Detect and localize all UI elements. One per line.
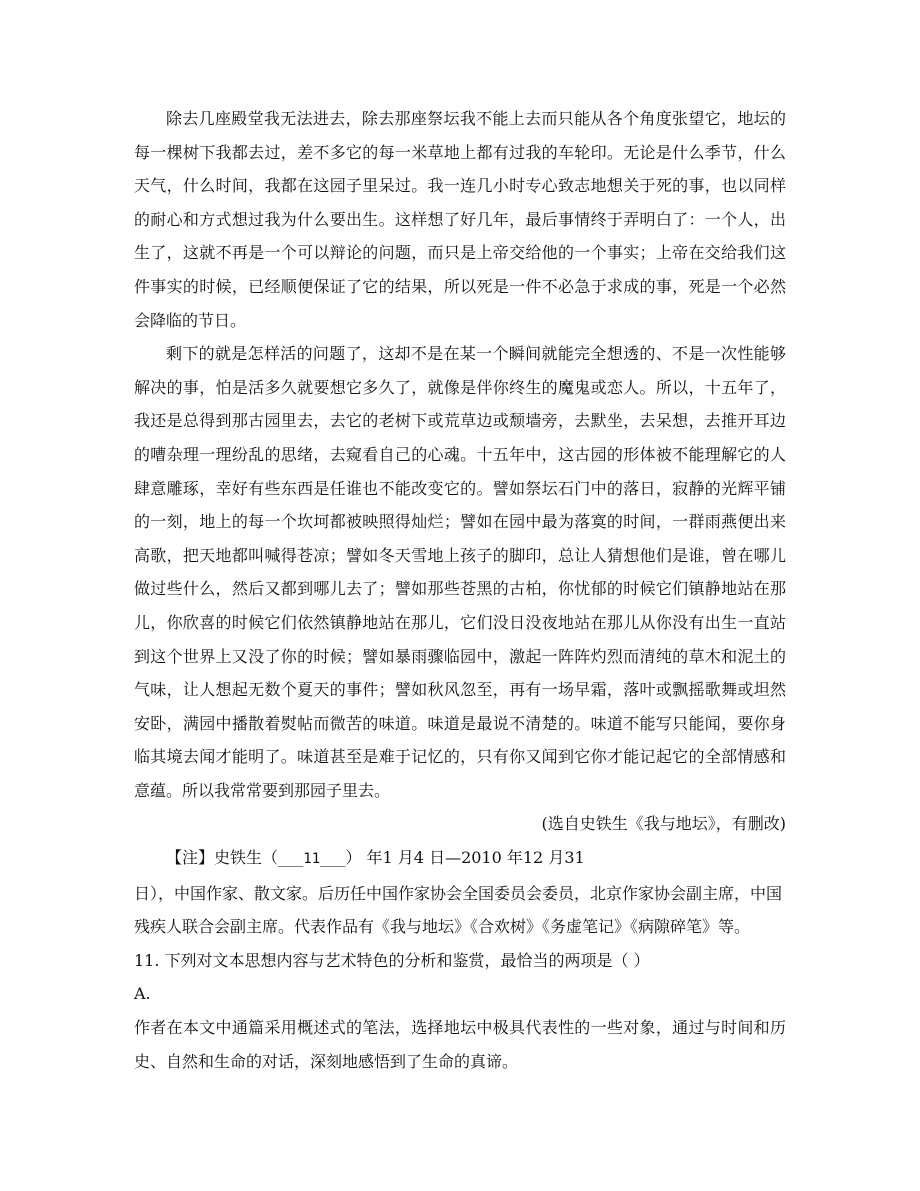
article-paragraph-1: 除去几座殿堂我无法进去，除去那座祭坛我不能上去而只能从各个角度张望它，地坛的每一棵树下我都去过，差不多它的每一米草地上都有过我的车轮印。无论是什么季节，什么天气，什么时间，我都在这园子里呆过。我一连几小时专心致志地想关于死的事，也以同样的耐心和方式想过我为什么要出生。这样想了好几年，最后事情终于弄明白了：一个人，出生了，这就不再是一个可以辩论的问题，而只是上帝交给他的一个事实；上帝在交给我们这件事实的时候，已经顺便保证了它的结果，所以死是一件不必急于求成的事，死是一个必然会降临的节日。 (134, 109, 786, 330)
author-note (134, 841, 786, 944)
note-dates: ） 年1 月4 日—2010 年12 月31 (345, 848, 585, 868)
option-a-text: 作者在本文中通篇采用概述式的笔法，选择地坛中极具代表性的一些对象，通过与时间和历史、自然和生命的对话，深刻地感悟到了生命的真谛。 (134, 1018, 786, 1071)
article-paragraph-2: 剩下的就是怎样活的问题了，这却不是在某一个瞬间就能完全想透的、不是一次性能够解决的事，怕是活多久就要想它多久了，就像是伴你终生的魔鬼或恋人。所以，十五年了，我还是总得到那古园里去，去它的老树下或荒草边或颓墙旁，去默坐，去呆想，去推开耳边的嘈杂理一理纷乱的思绪，去窥看自己的心魂。十五年中，这古园的形体被不能理解它的人肆意雕琢，幸好有些东西是任谁也不能改变它的。譬如祭坛石门中的落日，寂静的光辉平铺的一刻，地上的每一个坎坷都被映照得灿烂；譬如在园中最为落寞的时间，一群雨燕便出来高歌，把天地都叫喊得苍凉；譬如冬天雪地上孩子的脚印，总让人猜想他们是谁，曾在哪儿做过些什么，然后又都到哪儿去了；譬如那些苍黑的古柏，你忧郁的时候它们镇静地站在那儿，你欣喜的时候它们依然镇静地站在那儿，它们没日没夜地站在那儿从你没有出生一直站到这个世界上又没了你的时候；譬如暴雨骤临园中，激起一阵阵灼烈而清纯的草木和泥土的气味，让人想起无数个夏天的事件；譬如秋风忽至，再有一场早霜，落叶或飘摇歌舞或坦然安卧，满园中播散着熨帖而微苦的味道。味道是最说不清楚的。味道不能写只能闻，要你身临其境去闻才能明了。味道甚至是难于记忆的，只有你又闻到它你才能记起它的全部情感和意蕴。所以我常常要到那园子里去。 (134, 344, 786, 800)
note-rest: 日），中国作家、散文家。后历任中国作家协会全国委员会委员，北京作家协会副主席，中国残疾人联合会副主席。代表作品有《我与地坛》《合欢树》《务虚笔记》《病隙碎笔》等。 (134, 883, 783, 937)
document-page (134, 102, 786, 1078)
question-stem: 11. 下列对文本思想内容与艺术特色的分析和鉴赏，最恰当的两项是（ ） (134, 950, 650, 970)
note-blank: ___11___ (278, 851, 346, 868)
article-source: (选自史铁生《我与地坛》，有删改) (541, 814, 786, 834)
option-a-letter: A. (134, 984, 151, 1004)
note-lead: 【注】史铁生（ (166, 848, 279, 868)
